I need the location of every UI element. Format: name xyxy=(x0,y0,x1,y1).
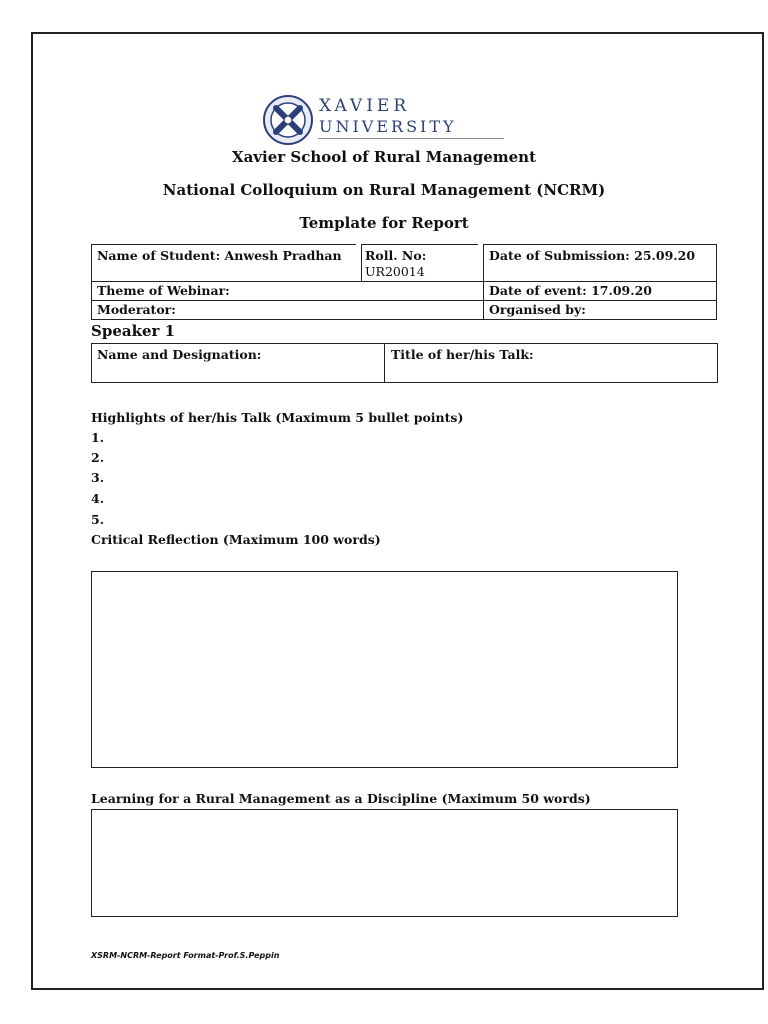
critical-reflection-heading: Critical Reflection (Maximum 100 words) xyxy=(91,532,381,547)
student-name-label: Name of Student: Anwesh Pradhan xyxy=(97,248,342,263)
highlight-item: 2. xyxy=(91,450,105,465)
moderator-label: Moderator: xyxy=(97,302,176,317)
name-and-designation-label: Name and Designation: xyxy=(97,347,262,362)
highlight-item: 4. xyxy=(91,491,105,506)
logo-text-xavier: XAVIER xyxy=(319,96,411,116)
date-of-submission: Date of Submission: 25.09.20 xyxy=(489,248,696,263)
template-title: Template for Report xyxy=(299,214,469,232)
highlights-heading: Highlights of her/his Talk (Maximum 5 bullet points) xyxy=(91,410,464,425)
highlight-item: 5. xyxy=(91,512,105,527)
organised-by-label: Organised by: xyxy=(489,302,586,317)
date-of-event: Date of event: 17.09.20 xyxy=(489,283,652,298)
critical-reflection-box[interactable] xyxy=(91,571,678,768)
highlight-item: 1. xyxy=(91,430,105,445)
roll-number-value: UR20014 xyxy=(365,264,425,279)
colloquium-title: National Colloquium on Rural Management (NCRM) xyxy=(162,181,606,199)
university-seal-logo xyxy=(262,94,314,146)
learning-heading: Learning for a Rural Management as a Discipline (Maximum 50 words) xyxy=(91,791,591,806)
talk-title-label: Title of her/his Talk: xyxy=(391,347,534,362)
logo-underline xyxy=(318,138,504,139)
highlight-item: 3. xyxy=(91,470,105,485)
learning-box[interactable] xyxy=(91,809,678,917)
school-title: Xavier School of Rural Management xyxy=(231,148,537,166)
logo-text-university: UNIVERSITY xyxy=(319,117,457,136)
speaker-heading: Speaker 1 xyxy=(91,322,176,340)
footer-note: XSRM-NCRM-Report Format-Prof.S.Peppin xyxy=(91,951,280,960)
theme-of-webinar-label: Theme of Webinar: xyxy=(97,283,230,298)
speaker-table-divider xyxy=(384,343,385,383)
roll-number-label: Roll. No: xyxy=(365,248,427,263)
